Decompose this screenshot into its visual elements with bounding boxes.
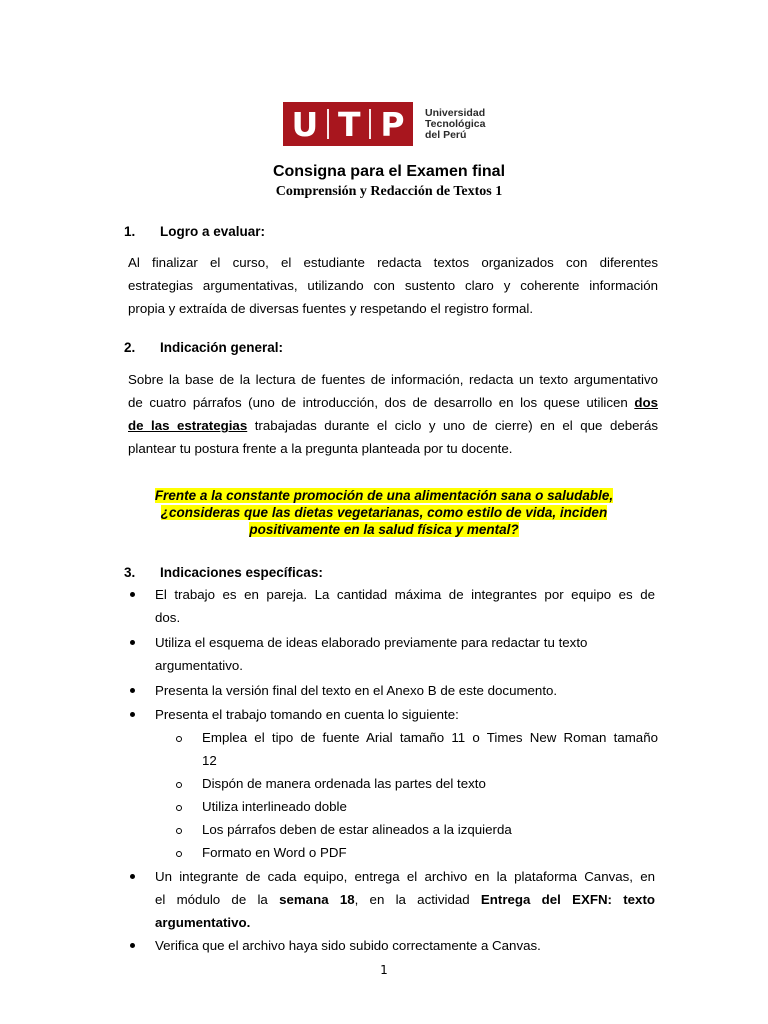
list-item-text: Presenta el trabajo tomando en cuenta lo siguiente: [155, 707, 459, 722]
section-2-paragraph [128, 368, 658, 460]
circle-bullet-icon [176, 805, 182, 811]
section-number: 1. [124, 224, 136, 239]
list-item-line: Emplea el tipo de fuente Arial tamaño 11 o Times New Roman tamaño [202, 730, 658, 745]
logo-wordmark [425, 108, 485, 141]
circle-bullet-icon [176, 851, 182, 857]
section-3-heading [124, 565, 323, 580]
paragraph-line [128, 391, 658, 414]
circle-bullet-icon [176, 736, 182, 742]
list-item-text: Presenta la versión final del texto en el Anexo B de este documento. [155, 683, 558, 698]
logo-divider [327, 109, 329, 139]
section-number: 2. [124, 340, 136, 355]
section-title: Logro a evaluar: [160, 224, 266, 239]
bold-emphasis: Entrega del EXFN: texto [480, 892, 655, 907]
bullet-icon [130, 592, 135, 597]
underlined-emphasis: de las estrategias [128, 418, 248, 433]
list-item-line: dos. [155, 610, 181, 625]
paragraph-line: propia y extraída de diversas fuentes y respetando el registro formal. [128, 301, 534, 316]
bold-emphasis: argumentativo. [155, 915, 251, 930]
section-1-heading [124, 224, 265, 239]
list-item-line: Un integrante de cada equipo, entrega el archivo en la plataforma Canvas, en [155, 869, 655, 884]
logo-text-line: Tecnológica [425, 117, 486, 130]
bullet-icon [130, 874, 135, 879]
list-item-line [155, 888, 655, 911]
page-number: 1 [380, 963, 388, 977]
question-line: Frente a la constante promoción de una alimentación sana o saludable, [154, 488, 614, 503]
bold-emphasis: semana 18 [279, 892, 355, 907]
list-item-line: 12 [202, 753, 217, 768]
list-item-text-part: , en la actividad [354, 892, 470, 907]
sub-list-item-text: Utiliza interlineado doble [202, 799, 347, 814]
list-item-text [155, 583, 655, 629]
bullet-icon [130, 712, 135, 717]
list-item-text-part: el módulo de la [155, 892, 268, 907]
list-item-text [155, 865, 655, 934]
circle-bullet-icon [176, 782, 182, 788]
sub-list-item-text: Formato en Word o PDF [202, 845, 347, 860]
utp-logo [283, 102, 485, 146]
sub-list-item-text: Los párrafos deben de estar alineados a la izquierda [202, 822, 512, 837]
logo-letter-u: U [291, 104, 319, 144]
list-item-line: Utiliza el esquema de ideas elaborado previamente para redactar tu texto [155, 635, 588, 650]
document-subtitle: Comprensión y Redacción de Textos 1 [275, 184, 503, 199]
section-title: Indicaciones específicas: [160, 565, 323, 580]
question-line: ¿consideras que las dietas vegetarianas, como estilo de vida, inciden [160, 505, 608, 520]
document-title: Consigna para el Examen final [272, 163, 506, 180]
underlined-emphasis: dos [634, 395, 658, 410]
question-line: positivamente en la salud física y mental? [249, 522, 519, 537]
paragraph-line: estrategias argumentativas, utilizando con sustento claro y coherente información [128, 278, 658, 293]
paragraph-line: plantear tu postura frente a la pregunta planteada por tu docente. [128, 441, 513, 456]
utp-logo-mark [283, 102, 413, 146]
logo-letter-t: T [338, 104, 361, 144]
paragraph-line: Sobre la base de la lectura de fuentes de información, redacta un texto argumentativo [128, 372, 658, 387]
list-item-text: Verifica que el archivo haya sido subido correctamente a Canvas. [155, 938, 541, 953]
bullet-icon [130, 943, 135, 948]
paragraph-line [128, 414, 658, 437]
paragraph-text: de cuatro párrafos (uno de introducción, dos de desarrollo en los quese utilicen [128, 395, 628, 410]
list-item-text [155, 631, 655, 677]
section-title: Indicación general: [160, 340, 284, 355]
paragraph-line: Al finalizar el curso, el estudiante redacta textos organizados con diferentes [128, 255, 658, 270]
logo-text-line: Universidad [425, 106, 486, 119]
list-item-line: El trabajo es en pareja. La cantidad máxima de integrantes por equipo es de [155, 587, 655, 602]
sub-list-item-text: Dispón de manera ordenada las partes del texto [202, 776, 486, 791]
highlighted-question [120, 487, 648, 538]
list-item-line: argumentativo. [155, 658, 243, 673]
circle-bullet-icon [176, 828, 182, 834]
section-1-paragraph [128, 251, 658, 320]
sub-list-item-text [202, 726, 658, 772]
logo-letter-p: P [380, 104, 405, 144]
section-2-heading [124, 340, 283, 355]
logo-divider [369, 109, 371, 139]
logo-text-line: del Perú [425, 128, 467, 141]
bullet-icon [130, 640, 135, 645]
section-number: 3. [124, 565, 136, 580]
bullet-icon [130, 688, 135, 693]
paragraph-text: trabajadas durante el ciclo y uno de cierre) en el que deberás [254, 418, 658, 433]
